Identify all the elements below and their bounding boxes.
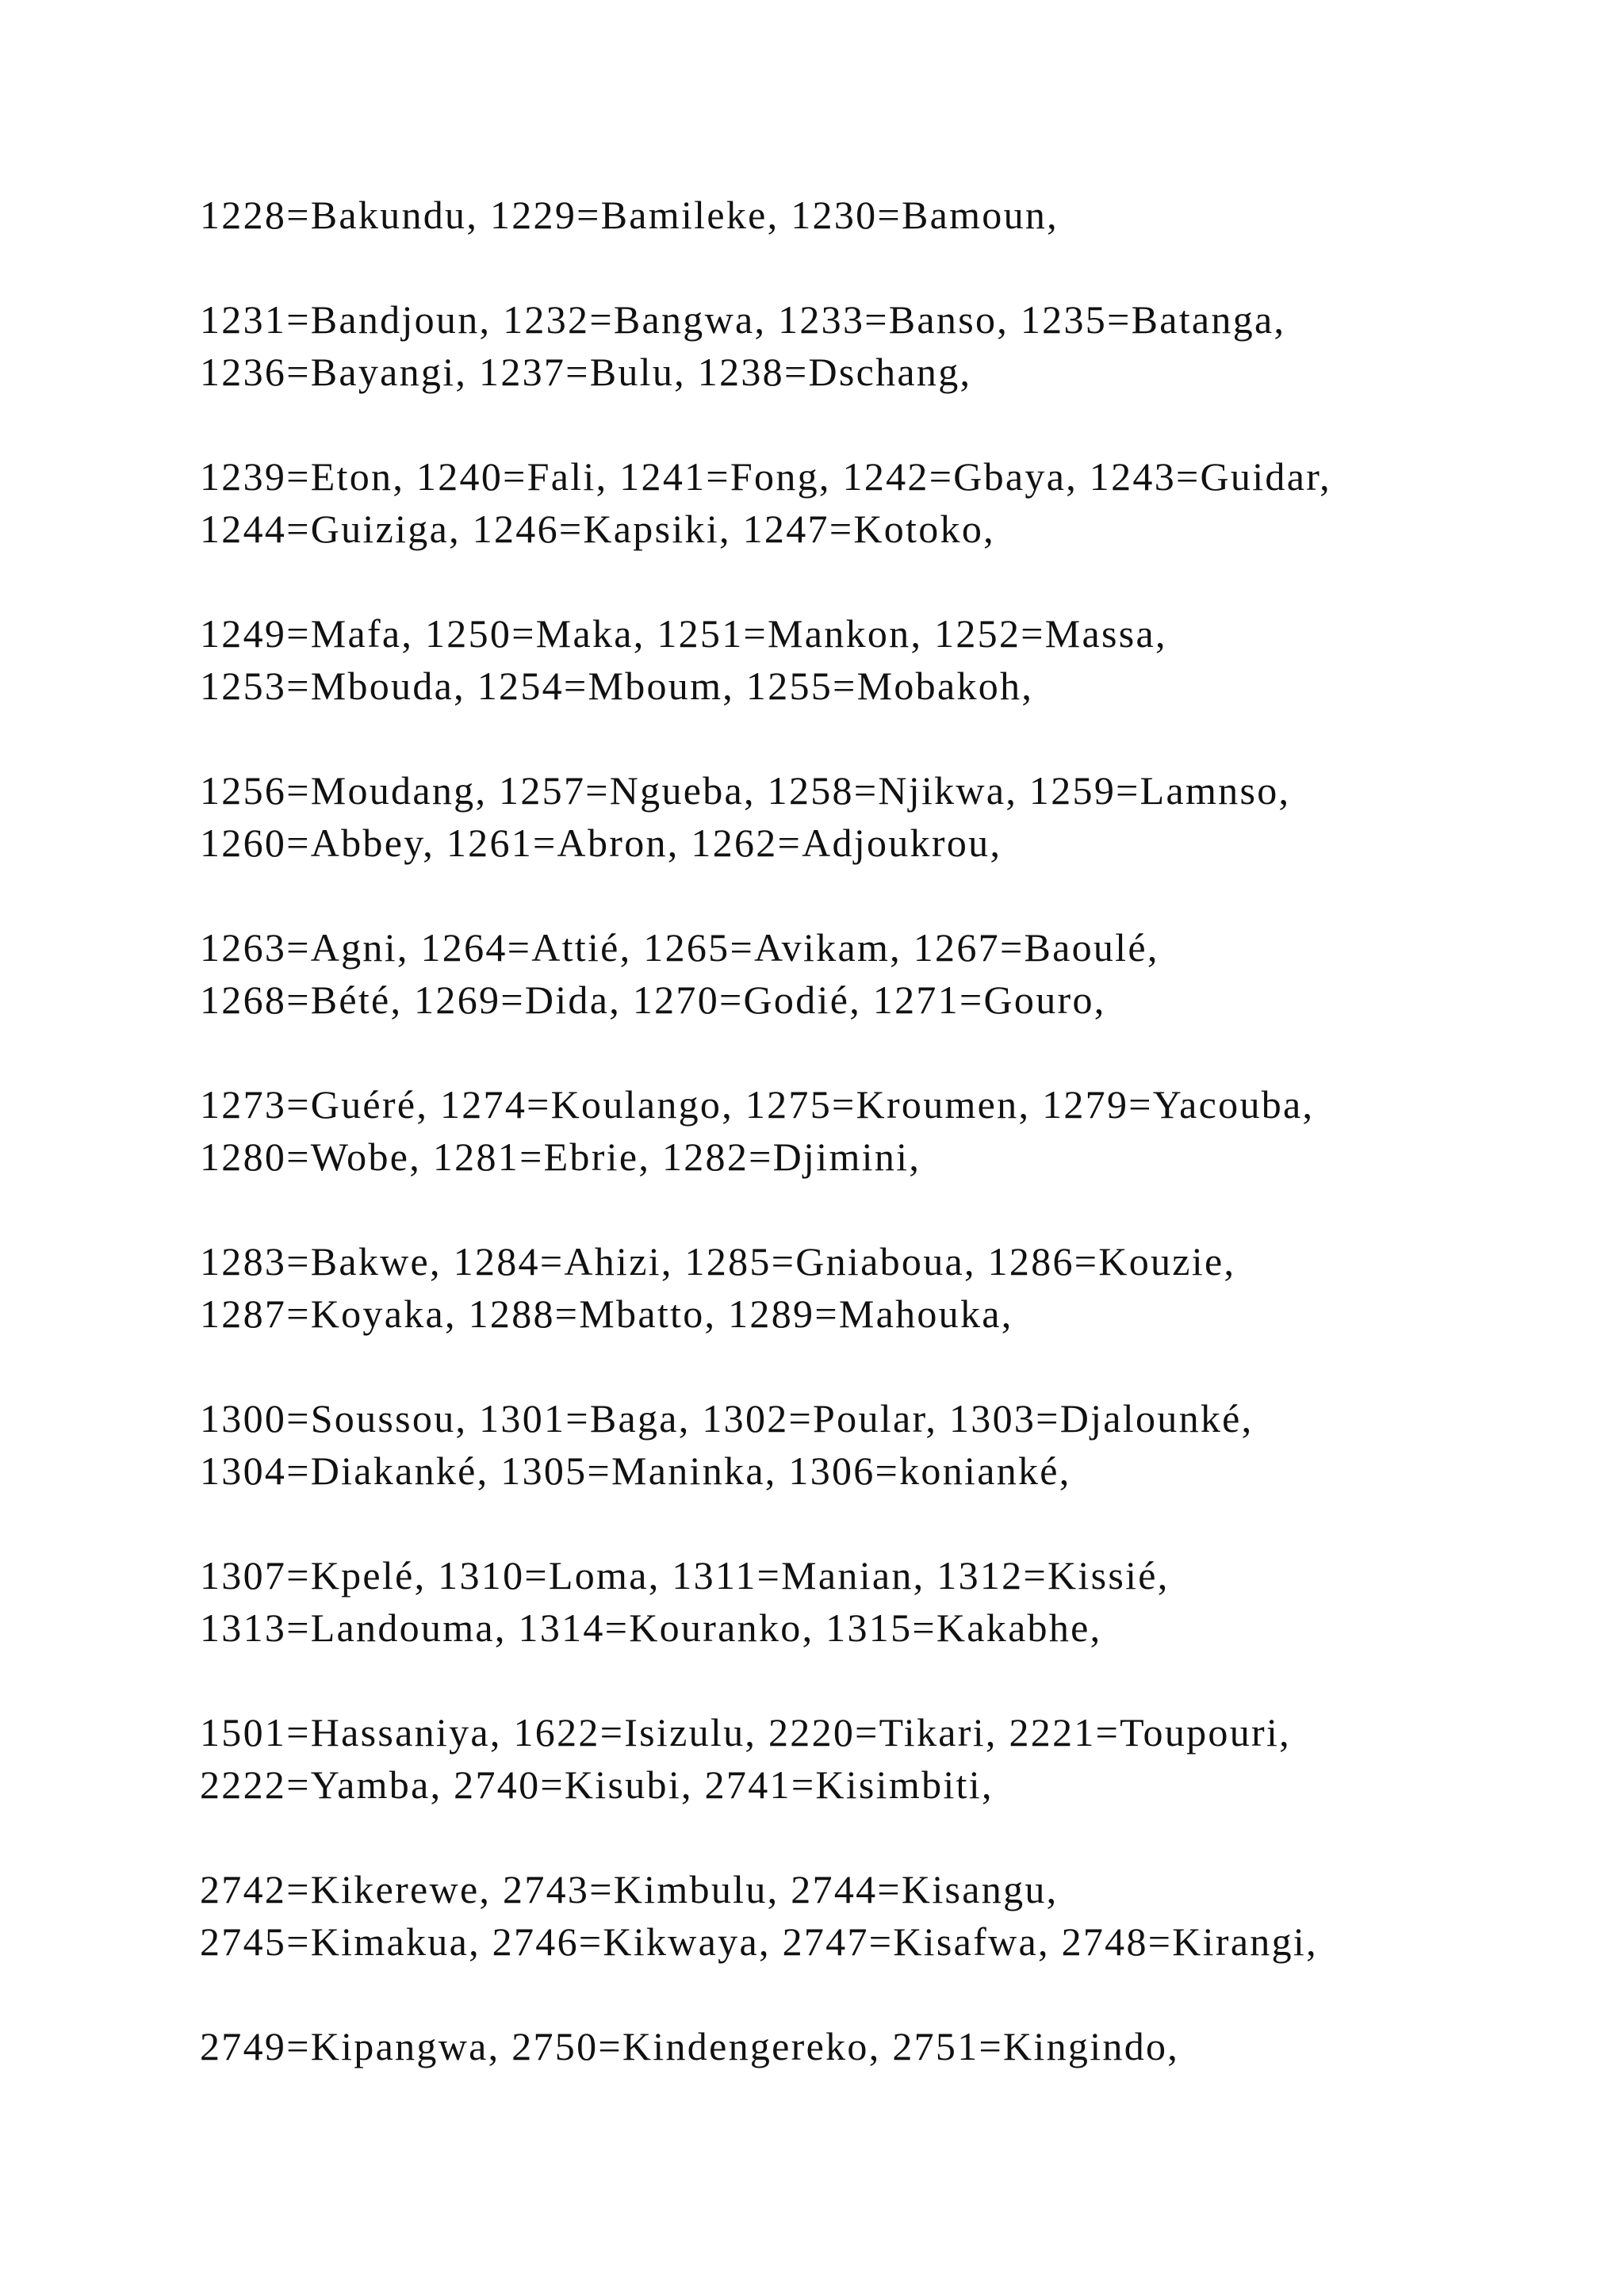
paragraph-3	[200, 450, 1500, 555]
text-line: 1283=Bakwe, 1284=Ahizi, 1285=Gniaboua, 1286=Kouzie,	[200, 1239, 1236, 1284]
text-line: 1501=Hassaniya, 1622=Isizulu, 2220=Tikari, 2221=Toupouri,	[200, 1710, 1291, 1755]
text-line: 1239=Eton, 1240=Fali, 1241=Fong, 1242=Gbaya, 1243=Guidar,	[200, 454, 1331, 499]
text-line: 1287=Koyaka, 1288=Mbatto, 1289=Mahouka,	[200, 1292, 1013, 1336]
text-line: 1231=Bandjoun, 1232=Bangwa, 1233=Banso, 1235=Batanga,	[200, 297, 1286, 342]
document-body	[200, 189, 1500, 2125]
text-line: 1244=Guiziga, 1246=Kapsiki, 1247=Kotoko,	[200, 507, 995, 551]
text-line: 1307=Kpelé, 1310=Loma, 1311=Manian, 1312=Kissié,	[200, 1553, 1170, 1598]
text-line: 1300=Soussou, 1301=Baga, 1302=Poular, 1303=Djalounké,	[200, 1396, 1254, 1441]
text-line: 1313=Landouma, 1314=Kouranko, 1315=Kakabhe,	[200, 1605, 1102, 1650]
paragraph-13	[200, 2020, 1500, 2072]
text-line: 2745=Kimakua, 2746=Kikwaya, 2747=Kisafwa, 2748=Kirangi,	[200, 1919, 1318, 1964]
paragraph-12	[200, 1863, 1500, 1968]
paragraph-10	[200, 1549, 1500, 1654]
text-line: 1260=Abbey, 1261=Abron, 1262=Adjoukrou,	[200, 821, 1002, 865]
text-line: 1268=Bété, 1269=Dida, 1270=Godié, 1271=Gouro,	[200, 978, 1106, 1022]
paragraph-7	[200, 1078, 1500, 1183]
paragraph-11	[200, 1706, 1500, 1811]
text-line: 2742=Kikerewe, 2743=Kimbulu, 2744=Kisangu,	[200, 1867, 1059, 1911]
text-line: 1273=Guéré, 1274=Koulango, 1275=Kroumen, 1279=Yacouba,	[200, 1082, 1315, 1127]
paragraph-2	[200, 293, 1500, 398]
text-line: 1253=Mbouda, 1254=Mboum, 1255=Mobakoh,	[200, 664, 1034, 708]
text-line: 1263=Agni, 1264=Attié, 1265=Avikam, 1267=Baoulé,	[200, 925, 1159, 970]
text-line: 1280=Wobe, 1281=Ebrie, 1282=Djimini,	[200, 1135, 921, 1179]
paragraph-8	[200, 1235, 1500, 1340]
text-line: 1228=Bakundu, 1229=Bamileke, 1230=Bamoun,	[200, 193, 1059, 237]
paragraph-9	[200, 1392, 1500, 1497]
paragraph-1	[200, 189, 1500, 241]
paragraph-5	[200, 764, 1500, 869]
text-line: 1256=Moudang, 1257=Ngueba, 1258=Njikwa, 1259=Lamnso,	[200, 768, 1291, 813]
text-line: 2222=Yamba, 2740=Kisubi, 2741=Kisimbiti,	[200, 1762, 994, 1807]
paragraph-6	[200, 921, 1500, 1026]
text-line: 1304=Diakanké, 1305=Maninka, 1306=konianké,	[200, 1448, 1071, 1493]
text-line: 1236=Bayangi, 1237=Bulu, 1238=Dschang,	[200, 350, 972, 394]
text-line: 1249=Mafa, 1250=Maka, 1251=Mankon, 1252=Massa,	[200, 611, 1167, 656]
paragraph-4	[200, 607, 1500, 712]
text-line: 2749=Kipangwa, 2750=Kindengereko, 2751=Kingindo,	[200, 2024, 1180, 2068]
